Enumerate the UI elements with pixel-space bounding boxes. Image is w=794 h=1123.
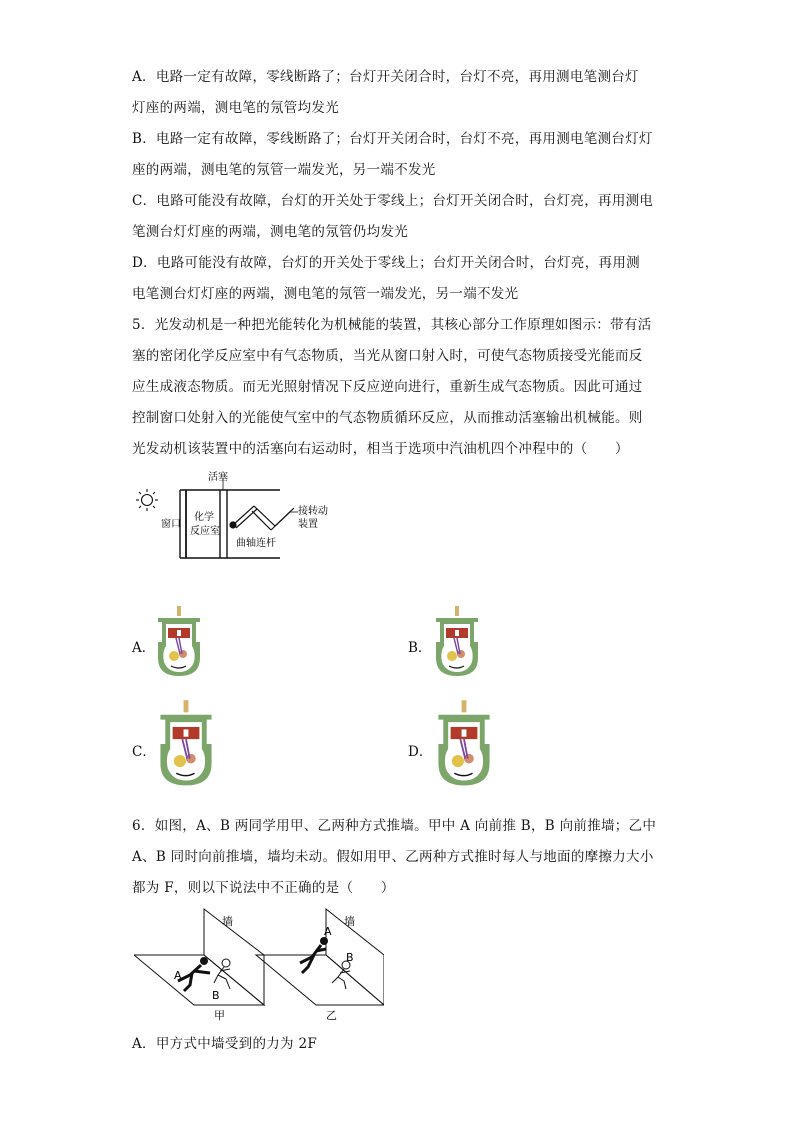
window-label: 窗口 [161,519,181,530]
q5-option-c-label[interactable]: C． [132,744,156,760]
label-b-jia: B [212,989,220,1002]
light-engine-diagram [130,468,370,570]
crank-label: 曲轴连杆 [236,538,276,549]
label-yi: 乙 [326,1009,337,1022]
person-a-jia [178,957,210,991]
sun-icon [136,489,158,511]
q5-stem-line4: 控制窗口处射入的光能使气室中的气态物质循环反应，从而推动活塞输出机械能。则 [132,410,643,426]
engine-option-a-image[interactable] [156,606,202,678]
q5-stem-line2: 塞的密闭化学反应室中有气态物质，当光从窗口射入时，可使气态物质接受光能而反 [132,348,643,364]
q5-stem-line3: 应生成液态物质。而无光照射情况下反应逆向进行，重新生成气态物质。因此可通过 [132,379,643,395]
person-b-jia [214,959,230,989]
engine-option-d-image[interactable] [436,696,492,792]
wall-label-yi: 墙 [344,915,355,928]
label-a-jia: A [174,969,182,982]
q4-option-b-line2: 座的两端，测电笔的氖管一端发光，另一端不发光 [132,162,436,178]
q4-option-d-line1: D．电路可能没有故障，台灯的开关处于零线上；台灯开关闭合时，台灯亮，再用测 [132,255,640,271]
pushing-wall-diagram [134,905,384,1023]
q4-option-c-line1: C．电路可能没有故障，台灯的开关处于零线上；台灯开关闭合时，台灯亮，再用测电 [132,193,654,209]
q5-option-d-label[interactable]: D． [408,744,433,760]
q4-option-a-line1: A．电路一定有故障，零线断路了；台灯开关闭合时，台灯不亮，再用测电笔测台灯 [132,69,639,85]
device-label-1: 接转动 [298,506,328,517]
q4-option-a-line2: 灯座的两端，测电笔的氖管均发光 [132,100,339,116]
q5-stem-line5: 光发动机该装置中的活塞向右运动时，相当于选项中汽油机四个冲程中的（ ） [132,441,629,457]
q6-stem-line2: A、B 同时向前推墙，墙均未动。假如用甲、乙两种方式推时每人与地面的摩擦力大小 [132,849,654,865]
q6-stem-line1: 6．如图，A、B 两同学用甲、乙两种方式推墙。甲中 A 向前推 B，B 向前推墙；乙中 [132,818,657,834]
wall-label-jia: 墙 [222,915,233,928]
crank-rod [230,506,294,530]
chamber-label-2: 反应室 [190,526,220,537]
q6-option-a: A．甲方式中墙受到的力为 2F [132,1036,317,1052]
chamber-label-1: 化学 [194,512,214,523]
piston-label: 活塞 [208,472,228,483]
q5-stem-line1: 5．光发动机是一种把光能转化为机械能的装置，其核心部分工作原理如图示：带有活 [132,317,652,333]
q4-option-c-line2: 笔测台灯灯座的两端，测电笔的氖管仍均发光 [132,224,408,240]
q4-option-b-line1: B．电路一定有故障，零线断路了；台灯开关闭合时，台灯不亮，再用测电笔测台灯灯 [132,131,653,147]
q5-option-a-label[interactable]: A． [132,640,156,656]
engine-option-c-image[interactable] [158,696,214,792]
label-jia: 甲 [214,1009,225,1022]
q4-option-d-line2: 电笔测台灯灯座的两端，测电笔的氖管一端发光，另一端不发光 [132,286,519,302]
device-label-2: 装置 [298,519,318,530]
engine-option-b-image[interactable] [434,606,480,678]
q5-option-b-label[interactable]: B． [408,640,432,656]
person-b-yi [332,961,350,989]
label-a-yi: A [324,925,332,938]
label-b-yi: B [346,951,354,964]
q6-stem-line3: 都为 F，则以下说法中不正确的是（ ） [132,880,395,896]
